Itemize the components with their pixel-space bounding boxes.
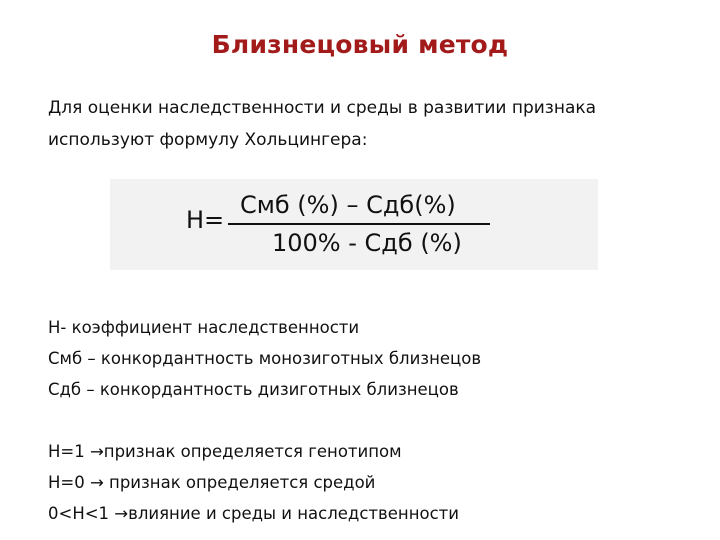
definition-item: Смб – конкордантность монозиготных близнецов (48, 349, 482, 368)
outcomes-list (48, 436, 688, 529)
slide-title: Близнецовый метод (211, 30, 509, 59)
intro-line: Для оценки наследственности и среды в развитии признака (48, 98, 597, 118)
definition-item: Н- коэффициент наследственности (48, 318, 360, 337)
outcome-item: Н=0 → признак определяется средой (48, 473, 376, 492)
formula-box (110, 179, 598, 270)
fraction-bar (228, 223, 490, 225)
outcome-item: Н=1 →признак определяется генотипом (48, 442, 402, 461)
formula-numerator: Смб (%) – Сдб(%) (240, 191, 456, 219)
intro-text (48, 92, 688, 156)
definitions-list (48, 312, 688, 405)
formula-lhs: Н= (186, 206, 225, 234)
outcome-item: 0<Н<1 →влияние и среды и наследственности (48, 504, 459, 523)
formula-denominator: 100% - Сдб (%) (272, 229, 462, 257)
definition-item: Сдб – конкордантность дизиготных близнецов (48, 380, 459, 399)
intro-line: используют формулу Хольцингера: (48, 130, 368, 150)
